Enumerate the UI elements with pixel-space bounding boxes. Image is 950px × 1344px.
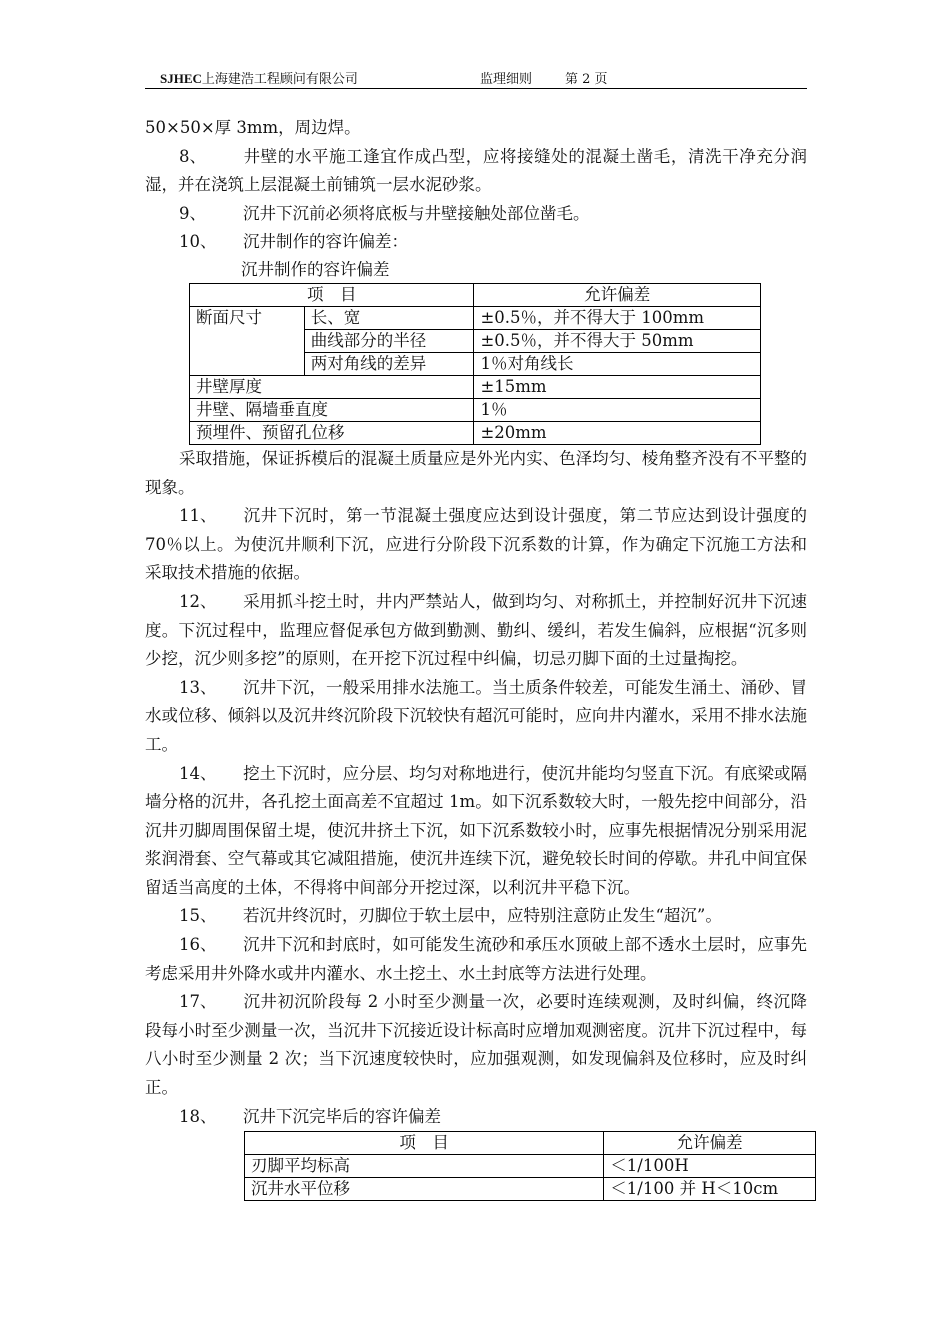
paragraph-10 (145, 228, 807, 257)
paragraph-9 (145, 200, 807, 229)
paragraph-text: 沉井下沉完毕后的容许偏差 (243, 1106, 441, 1126)
paragraph-text: 挖土下沉时，应分层、均匀对称地进行，使沉井能均匀竖直下沉。有底梁或隔墙分格的沉井，各孔挖土面高差不宜超过 1m。如下沉系数较大时，一般先挖中间部分，沿沉井刃脚周围保留土堤，使沉井挤土下沉，如下沉系数较小时，应事先根据情况分别采用泥浆润滑套、空气幕或其它减阻措施，使沉井连续下沉，避免较长时间的停歇。井孔中间宜保留适当高度的土体，不得将中间部分开挖过深，以利沉井平稳下沉。 (145, 763, 807, 897)
table-row (245, 1155, 816, 1178)
item-number: 12、 (179, 591, 217, 611)
group-cell: 断面尺寸 (190, 306, 305, 375)
paragraph-8 (145, 143, 807, 200)
item-cell: 刃脚平均标高 (245, 1155, 604, 1178)
tolerance-cell: ±15mm (474, 375, 761, 398)
item-cell: 两对角线的差异 (304, 352, 474, 375)
item-number: 10、 (179, 232, 217, 252)
paragraph-17 (145, 988, 807, 1102)
paragraph-18 (145, 1103, 807, 1132)
item-number: 18、 (179, 1106, 217, 1126)
paragraph-text: 井壁的水平施工逢宜作成凸型，应将接缝处的混凝土凿毛，清洗干净充分润湿，并在浇筑上层混凝土前铺筑一层水泥砂浆。 (145, 146, 807, 195)
header-tolerance-cell: 允许偏差 (604, 1132, 816, 1155)
tolerance-table-fabrication (189, 283, 761, 445)
tolerance-cell: 1％对角线长 (474, 352, 761, 375)
paragraph-15 (145, 902, 807, 931)
table1-caption: 沉井制作的容许偏差 (241, 259, 390, 279)
item-number: 11、 (179, 506, 217, 526)
item-number: 13、 (179, 677, 217, 697)
header-item-cell: 项 目 (245, 1132, 604, 1155)
item-cell: 长、宽 (304, 306, 474, 329)
item-cell: 井壁、隔墙垂直度 (190, 398, 474, 421)
table-header-row (245, 1132, 816, 1155)
tolerance-table-sinking (244, 1131, 816, 1201)
item-number: 8、 (179, 146, 206, 166)
paragraph-text: 沉井下沉，一般采用排水法施工。当土质条件较差，可能发生涌土、涌砂、冒水或位移、倾斜以及沉井终沉阶段下沉较快有超沉可能时，应向井内灌水，采用不排水法施工。 (145, 677, 807, 754)
tolerance-cell: ±0.5％，并不得大于 50mm (474, 329, 761, 352)
table-row (190, 421, 761, 444)
paragraph-continuation: 50×50×厚 3mm，周边焊。 (145, 118, 361, 137)
paragraph-text: 若沉井终沉时，刃脚位于软土层中，应特别注意防止发生“超沉”。 (243, 906, 722, 926)
tolerance-cell: ＜1/100 并 H＜10cm (604, 1178, 816, 1201)
document-body (145, 114, 807, 1201)
tolerance-cell: ±0.5％，并不得大于 100mm (474, 306, 761, 329)
header-item-cell: 项 目 (190, 283, 474, 306)
page-header (145, 66, 807, 89)
tolerance-cell: 1％ (474, 398, 761, 421)
item-number: 15、 (179, 906, 217, 926)
paragraph-text: 采用抓斗挖土时，井内严禁站人，做到均匀、对称抓土，并控制好沉井下沉速度。下沉过程中，监理应督促承包方做到勤测、勤纠、缓纠，若发生偏斜，应根据“沉多则少挖，沉少则多挖”的原则，在开挖下沉过程中纠偏，切忌刃脚下面的土过量掏挖。 (145, 591, 807, 669)
header-page-number: 第 2 页 (565, 72, 608, 87)
item-number: 14、 (179, 763, 217, 783)
table-row (190, 306, 761, 329)
paragraph-13 (145, 674, 807, 760)
paragraph-text: 沉井下沉时，第一节混凝土强度应达到设计强度，第二节应达到设计强度的 70％以上。为使沉井顺利下沉，应进行分阶段下沉系数的计算，作为确定下沉施工方法和采取技术措施的依据。 (145, 506, 807, 583)
header-doc-title: 监理细则 (480, 72, 533, 87)
paragraph-text: 沉井初沉阶段每 2 小时至少测量一次，必要时连续观测，及时纠偏，终沉降段每小时至少测量一次，当沉井下沉接近设计标高时应增加观测密度。沉井下沉过程中，每八小时至少测量 2 次；当下沉速度较快时，应加强观测，如发现偏斜及位移时，应及时纠正。 (145, 992, 807, 1098)
item-cell: 井壁厚度 (190, 375, 474, 398)
paragraph-measures: 采取措施，保证拆模后的混凝土质量应是外光内实、色泽均匀、棱角整齐没有不平整的现象。 (145, 448, 807, 497)
item-cell: 曲线部分的半径 (304, 329, 474, 352)
table-row (190, 375, 761, 398)
item-number: 16、 (179, 935, 217, 955)
item-cell: 预埋件、预留孔位移 (190, 421, 474, 444)
paragraph-text: 沉井下沉前必须将底板与井壁接触处部位凿毛。 (243, 203, 590, 223)
company-code: SJHEC (160, 71, 202, 86)
item-number: 9、 (179, 203, 206, 223)
company-name: 上海建浩工程顾问有限公司 (201, 72, 358, 87)
paragraph-11 (145, 502, 807, 588)
tolerance-cell: ＜1/100H (604, 1155, 816, 1178)
paragraph-text: 沉井制作的容许偏差： (243, 232, 408, 252)
item-cell: 沉井水平位移 (245, 1178, 604, 1201)
header-tolerance-cell: 允许偏差 (474, 283, 761, 306)
table-row (190, 398, 761, 421)
tolerance-cell: ±20mm (474, 421, 761, 444)
table-row (245, 1178, 816, 1201)
item-number: 17、 (179, 992, 217, 1012)
paragraph-text: 沉井下沉和封底时，如可能发生流砂和承压水顶破上部不透水土层时，应事先考虑采用井外降水或井内灌水、水土挖土、水土封底等方法进行处理。 (145, 935, 807, 983)
paragraph-14 (145, 760, 807, 903)
paragraph-16 (145, 931, 807, 988)
paragraph-12 (145, 588, 807, 674)
table-header-row (190, 283, 761, 306)
header-company (160, 68, 358, 87)
